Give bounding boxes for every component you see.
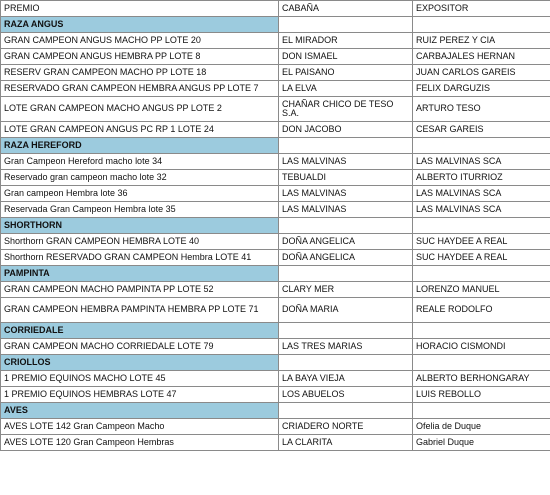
premio-cell: GRAN CAMPEON MACHO PAMPINTA PP LOTE 52 — [1, 282, 279, 298]
table-row — [1, 49, 550, 65]
premio-cell: GRAN CAMPEON ANGUS MACHO PP LOTE 20 — [1, 33, 279, 49]
section-row — [1, 355, 550, 371]
cabana-cell: DOÑA ANGELICA — [279, 250, 413, 266]
cabana-cell: LOS ABUELOS — [279, 387, 413, 403]
header-expositor: EXPOSITOR — [413, 1, 550, 17]
header-premio: PREMIO — [1, 1, 279, 17]
section-label: RAZA ANGUS — [1, 17, 279, 33]
table-row — [1, 298, 550, 323]
empty-cell — [413, 17, 550, 33]
table-row — [1, 339, 550, 355]
section-row — [1, 266, 550, 282]
premio-cell: LOTE GRAN CAMPEON ANGUS PC RP 1 LOTE 24 — [1, 122, 279, 138]
empty-cell — [279, 138, 413, 154]
empty-cell — [279, 323, 413, 339]
section-row — [1, 403, 550, 419]
premio-cell: Reservada Gran Campeon Hembra lote 35 — [1, 202, 279, 218]
expositor-cell: LAS MALVINAS SCA — [413, 186, 550, 202]
header-row — [1, 1, 550, 17]
premio-cell: RESERV GRAN CAMPEON MACHO PP LOTE 18 — [1, 65, 279, 81]
expositor-cell: FELIX DARGUZIS — [413, 81, 550, 97]
empty-cell — [413, 355, 550, 371]
empty-cell — [413, 403, 550, 419]
table-row — [1, 202, 550, 218]
table-row — [1, 33, 550, 49]
cabana-cell: LA CLARITA — [279, 435, 413, 451]
expositor-cell: LAS MALVINAS SCA — [413, 202, 550, 218]
cabana-cell: DON ISMAEL — [279, 49, 413, 65]
premio-cell: GRAN CAMPEON MACHO CORRIEDALE LOTE 79 — [1, 339, 279, 355]
empty-cell — [413, 266, 550, 282]
table-row — [1, 419, 550, 435]
section-row — [1, 17, 550, 33]
premio-cell: Reservado gran campeon macho lote 32 — [1, 170, 279, 186]
table-row — [1, 170, 550, 186]
section-row — [1, 218, 550, 234]
cabana-cell: CRIADERO NORTE — [279, 419, 413, 435]
expositor-cell: SUC HAYDEE A REAL — [413, 234, 550, 250]
premio-cell: Shorthorn RESERVADO GRAN CAMPEON Hembra LOTE 41 — [1, 250, 279, 266]
expositor-cell: LUIS REBOLLO — [413, 387, 550, 403]
expositor-cell: LORENZO MANUEL — [413, 282, 550, 298]
expositor-cell: HORACIO CISMONDI — [413, 339, 550, 355]
cabana-cell: CHAÑAR CHICO DE TESO S.A. — [279, 97, 413, 122]
expositor-cell: ALBERTO ITURRIOZ — [413, 170, 550, 186]
section-label: CRIOLLOS — [1, 355, 279, 371]
cabana-cell: CLARY MER — [279, 282, 413, 298]
section-label: AVES — [1, 403, 279, 419]
expositor-cell: RUIZ PEREZ Y CIA — [413, 33, 550, 49]
empty-cell — [413, 138, 550, 154]
cabana-cell: EL PAISANO — [279, 65, 413, 81]
cabana-cell: DON JACOBO — [279, 122, 413, 138]
section-row — [1, 323, 550, 339]
awards-table-body — [1, 1, 550, 451]
cabana-cell: LAS MALVINAS — [279, 186, 413, 202]
table-row — [1, 234, 550, 250]
cabana-cell: LA BAYA VIEJA — [279, 371, 413, 387]
table-row — [1, 387, 550, 403]
expositor-cell: REALE RODOLFO — [413, 298, 550, 323]
cabana-cell: DOÑA MARIA — [279, 298, 413, 323]
empty-cell — [279, 266, 413, 282]
premio-cell: RESERVADO GRAN CAMPEON HEMBRA ANGUS PP LOTE 7 — [1, 81, 279, 97]
header-cabana: CABAÑA — [279, 1, 413, 17]
expositor-cell: CESAR GAREIS — [413, 122, 550, 138]
table-row — [1, 97, 550, 122]
cabana-cell: EL MIRADOR — [279, 33, 413, 49]
cabana-cell: LAS MALVINAS — [279, 202, 413, 218]
table-row — [1, 122, 550, 138]
expositor-cell: Gabriel Duque — [413, 435, 550, 451]
premio-cell: AVES LOTE 120 Gran Campeon Hembras — [1, 435, 279, 451]
premio-cell: GRAN CAMPEON ANGUS HEMBRA PP LOTE 8 — [1, 49, 279, 65]
empty-cell — [413, 218, 550, 234]
expositor-cell: CARBAJALES HERNAN — [413, 49, 550, 65]
table-row — [1, 282, 550, 298]
premio-cell: Gran Campeon Hereford macho lote 34 — [1, 154, 279, 170]
premio-cell: Gran campeon Hembra lote 36 — [1, 186, 279, 202]
table-row — [1, 435, 550, 451]
cabana-cell: LA ELVA — [279, 81, 413, 97]
cabana-cell: LAS MALVINAS — [279, 154, 413, 170]
table-row — [1, 154, 550, 170]
cabana-cell: LAS TRES MARIAS — [279, 339, 413, 355]
premio-cell: Shorthorn GRAN CAMPEON HEMBRA LOTE 40 — [1, 234, 279, 250]
expositor-cell: SUC HAYDEE A REAL — [413, 250, 550, 266]
expositor-cell: LAS MALVINAS SCA — [413, 154, 550, 170]
cabana-cell: DOÑA ANGELICA — [279, 234, 413, 250]
premio-cell: AVES LOTE 142 Gran Campeon Macho — [1, 419, 279, 435]
empty-cell — [279, 218, 413, 234]
empty-cell — [279, 17, 413, 33]
premio-cell: LOTE GRAN CAMPEON MACHO ANGUS PP LOTE 2 — [1, 97, 279, 122]
expositor-cell: ARTURO TESO — [413, 97, 550, 122]
cabana-cell: TEBUALDI — [279, 170, 413, 186]
empty-cell — [413, 323, 550, 339]
section-label: RAZA HEREFORD — [1, 138, 279, 154]
expositor-cell: Ofelia de Duque — [413, 419, 550, 435]
premio-cell: GRAN CAMPEON HEMBRA PAMPINTA HEMBRA PP LOTE 71 — [1, 298, 279, 323]
premio-cell: 1 PREMIO EQUINOS MACHO LOTE 45 — [1, 371, 279, 387]
section-label: CORRIEDALE — [1, 323, 279, 339]
table-row — [1, 65, 550, 81]
table-row — [1, 81, 550, 97]
expositor-cell: JUAN CARLOS GAREIS — [413, 65, 550, 81]
table-row — [1, 186, 550, 202]
section-row — [1, 138, 550, 154]
table-row — [1, 250, 550, 266]
section-label: PAMPINTA — [1, 266, 279, 282]
section-label: SHORTHORN — [1, 218, 279, 234]
empty-cell — [279, 403, 413, 419]
empty-cell — [279, 355, 413, 371]
expositor-cell: ALBERTO BERHONGARAY — [413, 371, 550, 387]
table-row — [1, 371, 550, 387]
premio-cell: 1 PREMIO EQUINOS HEMBRAS LOTE 47 — [1, 387, 279, 403]
